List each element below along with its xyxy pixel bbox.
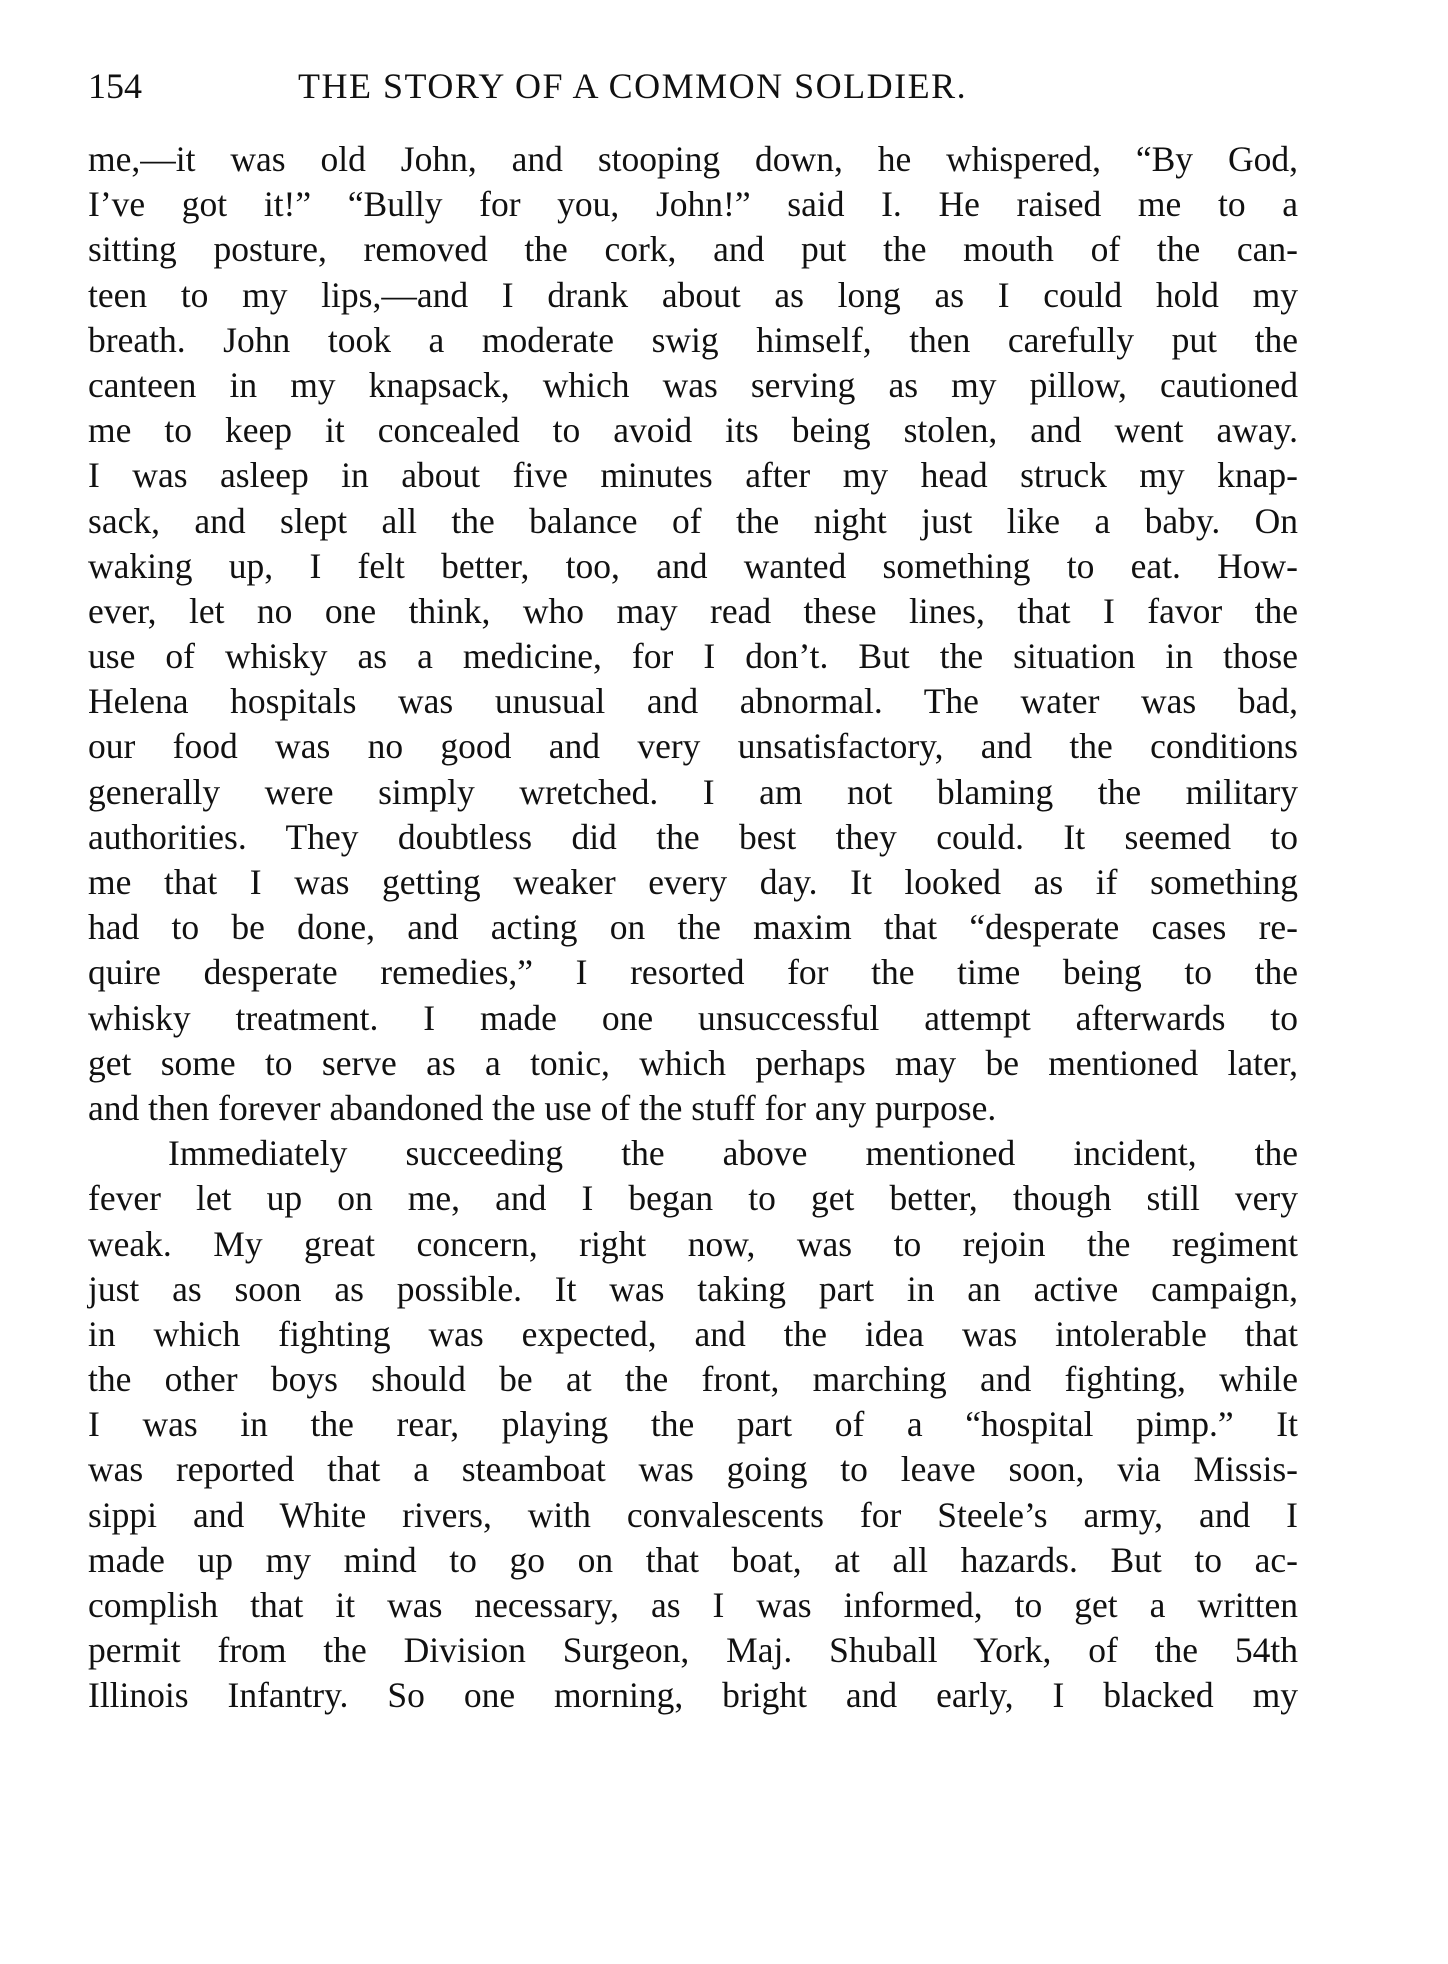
text-line: teen to my lips,—and I drank about as long as I could hold my (88, 274, 1298, 315)
text-line: Immediately succeeding the above mentioned incident, the (168, 1133, 1298, 1174)
text-line: authorities. They doubtless did the best they could. It seemed to (88, 816, 1298, 857)
text-line: had to be done, and acting on the maxim that “desperate cases re- (88, 907, 1298, 948)
text-line: quire desperate remedies,” I resorted for the time being to the (88, 952, 1298, 993)
text-line: made up my mind to go on that boat, at all hazards. But to ac- (88, 1539, 1298, 1580)
text-line: waking up, I felt better, too, and wanted something to eat. How- (88, 545, 1298, 586)
text-line: fever let up on me, and I began to get better, though still very (88, 1178, 1298, 1219)
text-line: I was asleep in about five minutes after my head struck my knap- (88, 455, 1298, 496)
text-line: whisky treatment. I made one unsuccessful attempt afterwards to (88, 997, 1298, 1038)
text-line: canteen in my knapsack, which was serving as my pillow, cautioned (88, 364, 1298, 405)
text-line: and then forever abandoned the use of the stuff for any purpose. (88, 1087, 997, 1128)
running-head (88, 62, 1298, 110)
text-line: I’ve got it!” “Bully for you, John!” said I. He raised me to a (88, 184, 1298, 225)
running-title: THE STORY OF A COMMON SOLDIER. (298, 66, 968, 106)
text-line: me that I was getting weaker every day. It looked as if something (88, 862, 1298, 902)
text-line: was reported that a steamboat was going to leave soon, via Missis- (88, 1449, 1298, 1490)
text-line: our food was no good and very unsatisfactory, and the conditions (88, 726, 1298, 767)
page-number: 154 (88, 66, 142, 106)
text-line: use of whisky as a medicine, for I don’t. But the situation in those (88, 636, 1298, 677)
text-line: in which fighting was expected, and the idea was intolerable that (88, 1313, 1298, 1354)
text-line: sippi and White rivers, with convalescents for Steele’s army, and I (88, 1494, 1298, 1535)
text-line: ever, let no one think, who may read these lines, that I favor the (88, 590, 1298, 631)
text-line: sitting posture, removed the cork, and put the mouth of the can- (88, 229, 1298, 270)
text-line: me to keep it concealed to avoid its being stolen, and went away. (88, 410, 1298, 451)
text-line: I was in the rear, playing the part of a “hospital pimp.” It (88, 1404, 1298, 1445)
text-line: generally were simply wretched. I am not blaming the military (88, 771, 1298, 812)
text-line: sack, and slept all the balance of the night just like a baby. On (88, 500, 1298, 541)
text-line: breath. John took a moderate swig himself, then carefully put the (88, 319, 1298, 360)
paragraph (88, 137, 1298, 1131)
text-line: the other boys should be at the front, marching and fighting, while (88, 1359, 1298, 1400)
text-line: me,—it was old John, and stooping down, he whispered, “By God, (88, 139, 1298, 179)
text-line: weak. My great concern, right now, was to rejoin the regiment (88, 1223, 1298, 1264)
text-line: Illinois Infantry. So one morning, bright and early, I blacked my (88, 1675, 1298, 1716)
body-text (88, 137, 1298, 1719)
text-line: complish that it was necessary, as I was informed, to get a written (88, 1585, 1298, 1625)
text-line: get some to serve as a tonic, which perhaps may be mentioned later, (88, 1042, 1298, 1083)
text-line: Helena hospitals was unusual and abnormal. The water was bad, (88, 681, 1298, 722)
text-line: permit from the Division Surgeon, Maj. Shuball York, of the 54th (88, 1630, 1298, 1671)
text-line: just as soon as possible. It was taking part in an active campaign, (88, 1268, 1298, 1309)
paragraph (88, 1131, 1298, 1718)
